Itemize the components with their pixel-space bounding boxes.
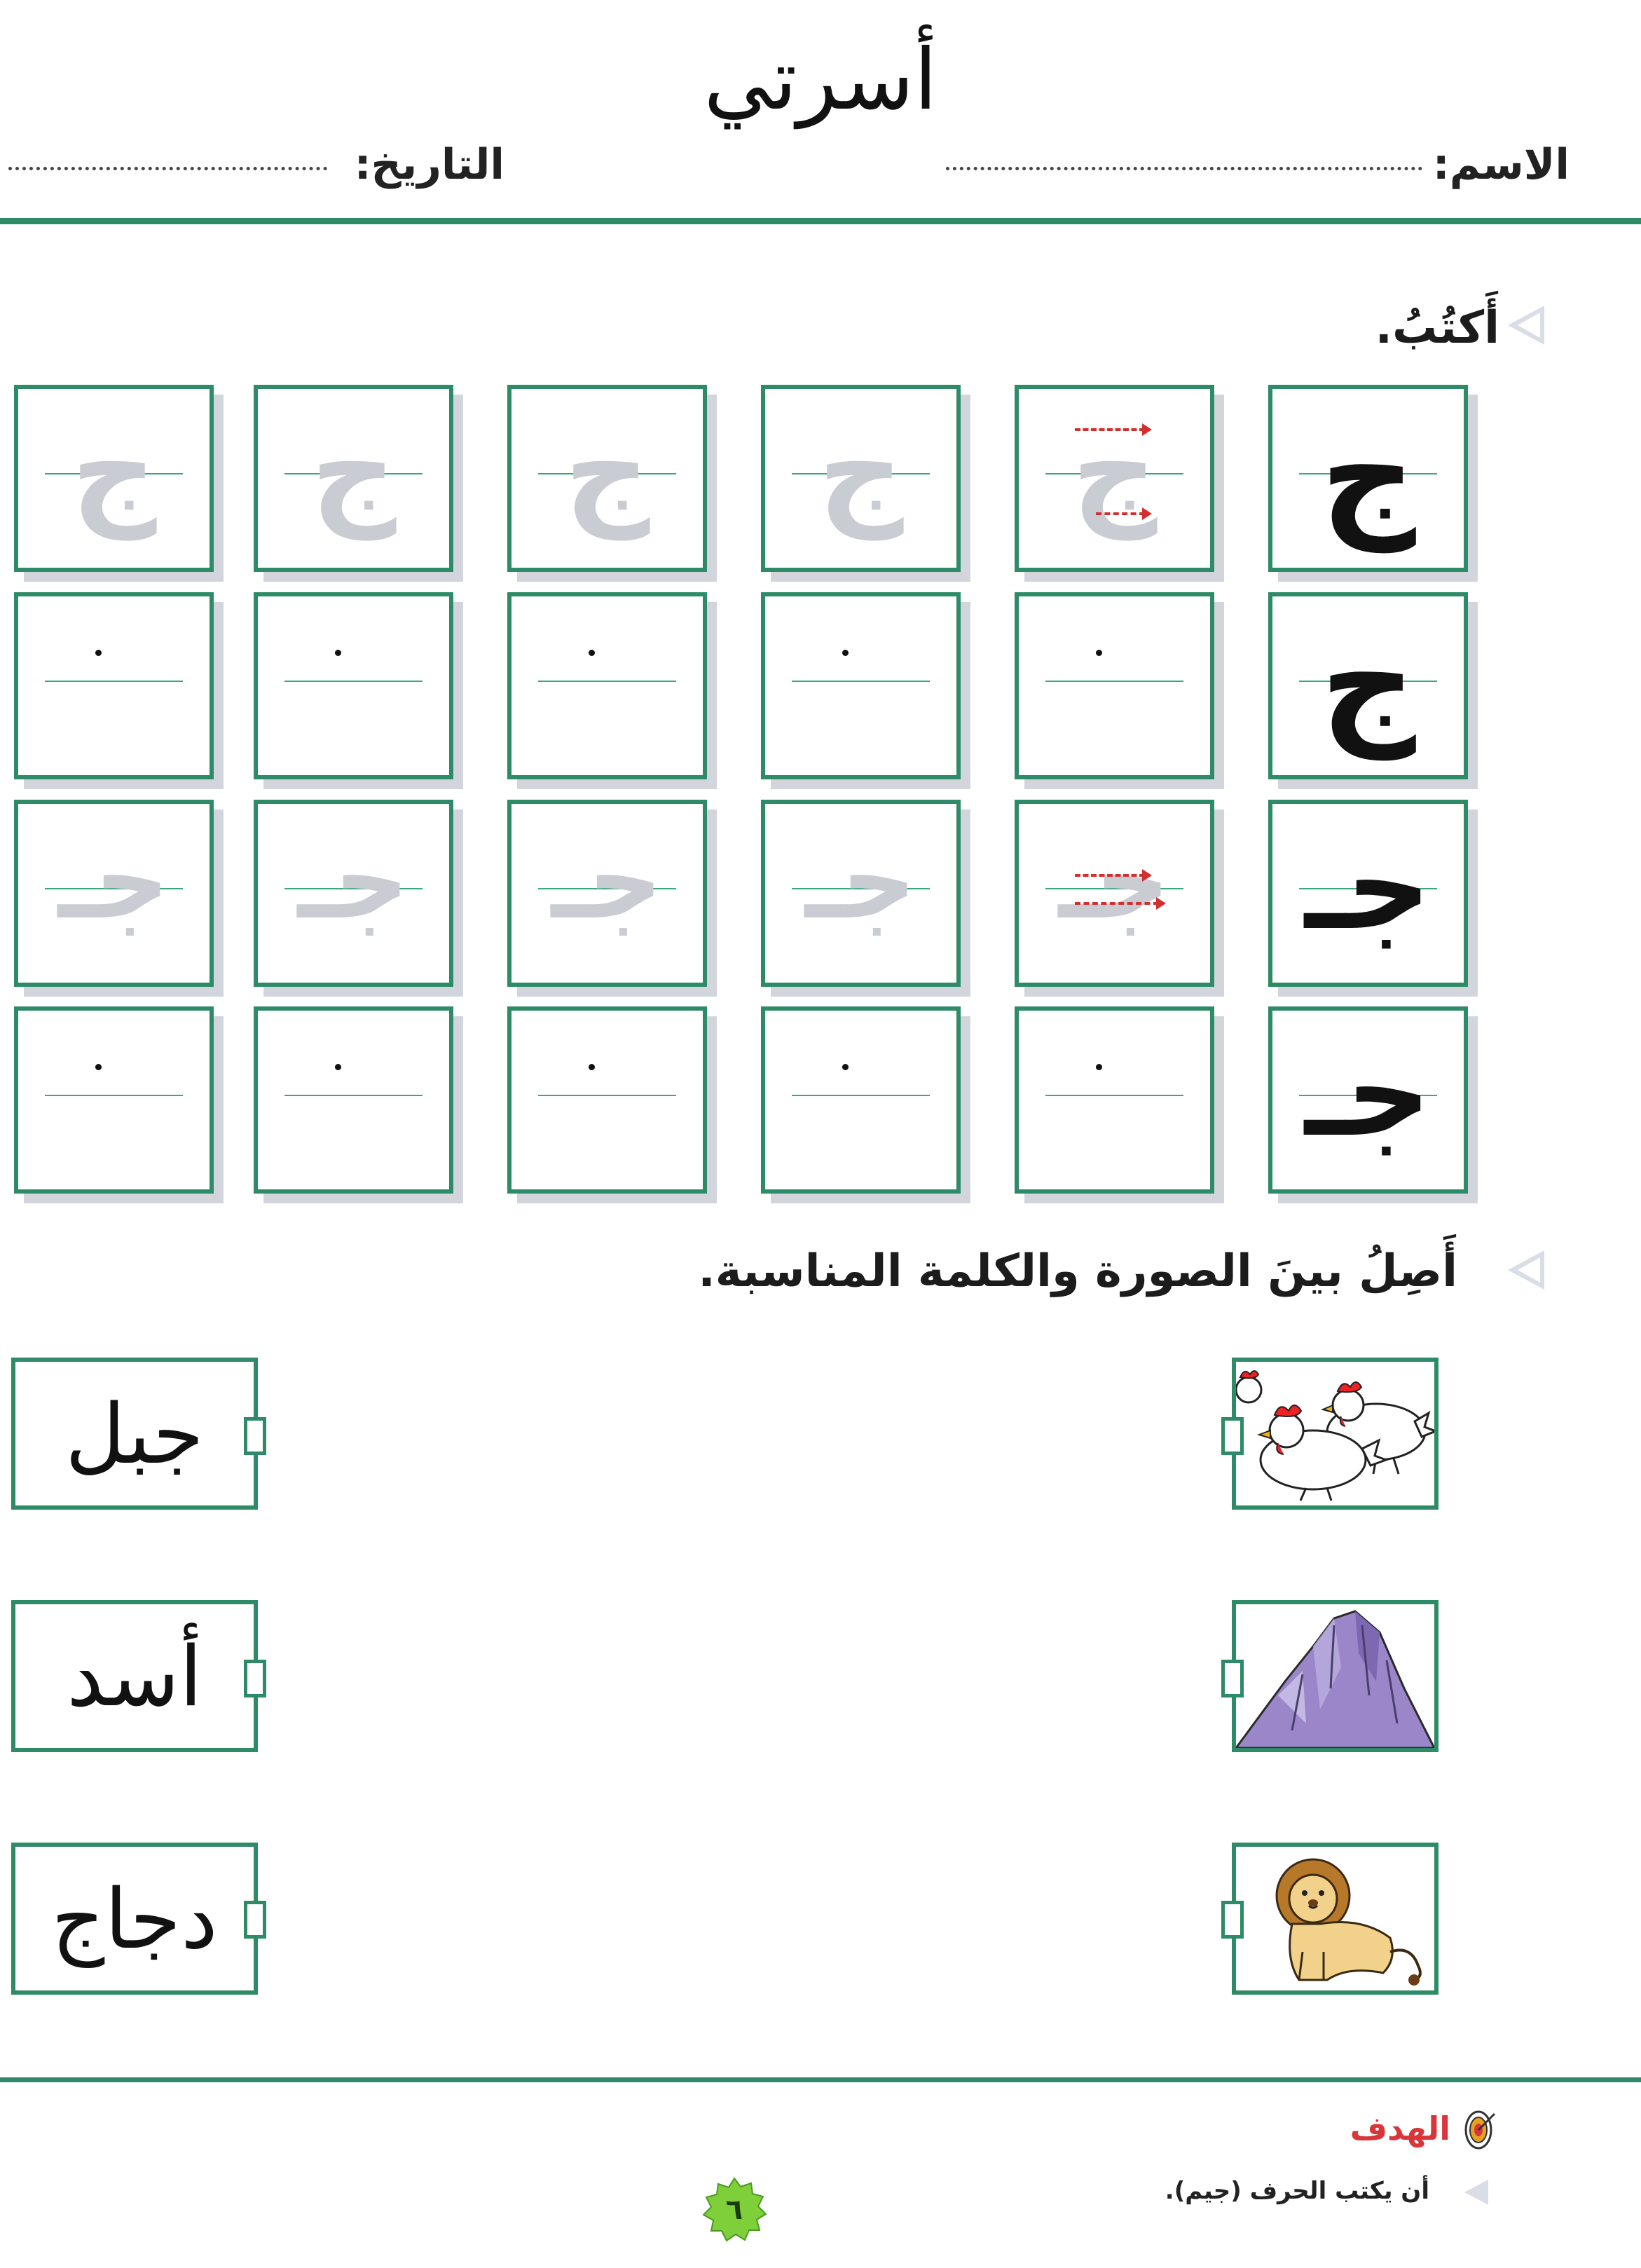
trace-letter: جـ [297,821,410,943]
practice-cell[interactable] [761,800,961,987]
trace-letter: ج [818,402,904,540]
practice-cell[interactable] [507,385,707,572]
writing-guide-line [792,1095,930,1096]
connector-tab[interactable] [244,1901,266,1939]
trace-letter: ج [310,402,397,540]
name-field[interactable] [946,167,1422,170]
word-text: دجاج [51,1870,218,1967]
word-text: جبل [65,1385,204,1482]
start-point-dot [589,650,595,656]
writing-guide-line [538,681,676,682]
bullet-triangle-icon [1508,1250,1544,1290]
writing-guide-line [792,681,930,682]
model-letter-cell [1268,592,1468,779]
trace-letter: ج [71,402,157,540]
practice-cell[interactable] [507,1006,707,1194]
trace-letter: ج [1071,402,1158,540]
trace-letter: ج [564,402,650,540]
writing-guide-line [284,681,423,682]
practice-cell[interactable] [14,385,214,572]
date-field[interactable] [8,167,327,170]
word-text: أسد [67,1627,202,1725]
model-letter: ج [1320,397,1416,552]
page-title: أسرتي [703,32,938,129]
connector-tab[interactable] [244,1417,266,1455]
practice-cell[interactable] [254,800,453,987]
trace-letter: جـ [57,821,170,943]
goal-description: أن يكتب الحرف (جيم). [1165,2177,1429,2205]
practice-cell[interactable] [14,592,214,779]
target-icon [1461,2110,1496,2150]
write-instruction: أَكتُبُ. [1375,302,1499,354]
stroke-direction-arrow-icon [1096,512,1145,515]
header-divider [0,218,1641,224]
model-letter-cell [1268,1006,1468,1194]
bullet-triangle-icon [1464,2180,1488,2205]
start-point-dot [335,1064,341,1070]
connector-tab[interactable] [244,1660,266,1697]
connector-tab[interactable] [1221,1417,1244,1455]
start-point-dot [95,1064,102,1070]
footer-divider [0,2077,1641,2082]
goal-title: الهدف [1350,2110,1450,2147]
model-letter-cell [1268,385,1468,572]
practice-cell[interactable] [761,592,961,779]
writing-guide-line [1045,1095,1183,1096]
start-point-dot [95,650,102,656]
practice-cell[interactable] [507,592,707,779]
page-number: ٦ [725,2194,743,2226]
word-card-dajaj[interactable] [11,1843,258,1995]
start-point-dot [1096,1064,1102,1070]
name-label: الاسم: [1432,140,1570,189]
practice-cell[interactable] [254,592,453,779]
lion-image [1236,1847,1434,1990]
writing-guide-line [284,1095,423,1096]
practice-cell[interactable] [761,385,961,572]
start-point-dot [335,650,341,656]
bullet-triangle-icon [1508,306,1544,345]
word-card-asad[interactable] [11,1600,258,1752]
trace-letter: جـ [1058,821,1171,943]
connector-tab[interactable] [1221,1660,1244,1697]
writing-guide-line [45,681,183,682]
model-letter: ج [1320,605,1416,760]
practice-cell[interactable] [1015,592,1214,779]
writing-guide-line [538,1095,676,1096]
match-instruction: أَصِلُ بينَ الصورة والكلمة المناسبة. [698,1245,1457,1297]
word-card-jabal[interactable] [11,1358,258,1510]
model-letter: جـ [1305,1025,1431,1163]
practice-cell[interactable] [1015,800,1214,987]
practice-cell[interactable] [761,1006,961,1194]
chickens-image [1236,1362,1434,1505]
date-label: التاريخ: [354,140,504,189]
practice-cell[interactable] [507,800,707,987]
trace-letter: جـ [551,821,664,943]
model-letter-cell [1268,800,1468,987]
stroke-direction-arrow-icon [1075,428,1145,431]
writing-guide-line [1045,681,1183,682]
practice-cell[interactable] [14,1006,214,1194]
picture-card-mountain[interactable] [1232,1600,1439,1752]
practice-cell[interactable] [1015,385,1214,572]
start-point-dot [842,1064,849,1070]
stroke-direction-arrow-icon [1075,874,1145,877]
writing-guide-line [45,1095,183,1096]
connector-tab[interactable] [1221,1901,1244,1939]
trace-letter: جـ [804,821,917,943]
model-letter: جـ [1305,818,1431,957]
stroke-direction-arrow-icon [1075,902,1159,905]
practice-cell[interactable] [254,385,453,572]
practice-cell[interactable] [14,800,214,987]
picture-card-chickens[interactable] [1232,1358,1439,1510]
start-point-dot [842,650,849,656]
picture-card-lion[interactable] [1232,1843,1439,1995]
start-point-dot [589,1064,595,1070]
start-point-dot [1096,650,1102,656]
mountain-image [1236,1604,1434,1748]
practice-cell[interactable] [1015,1006,1214,1194]
practice-cell[interactable] [254,1006,453,1194]
